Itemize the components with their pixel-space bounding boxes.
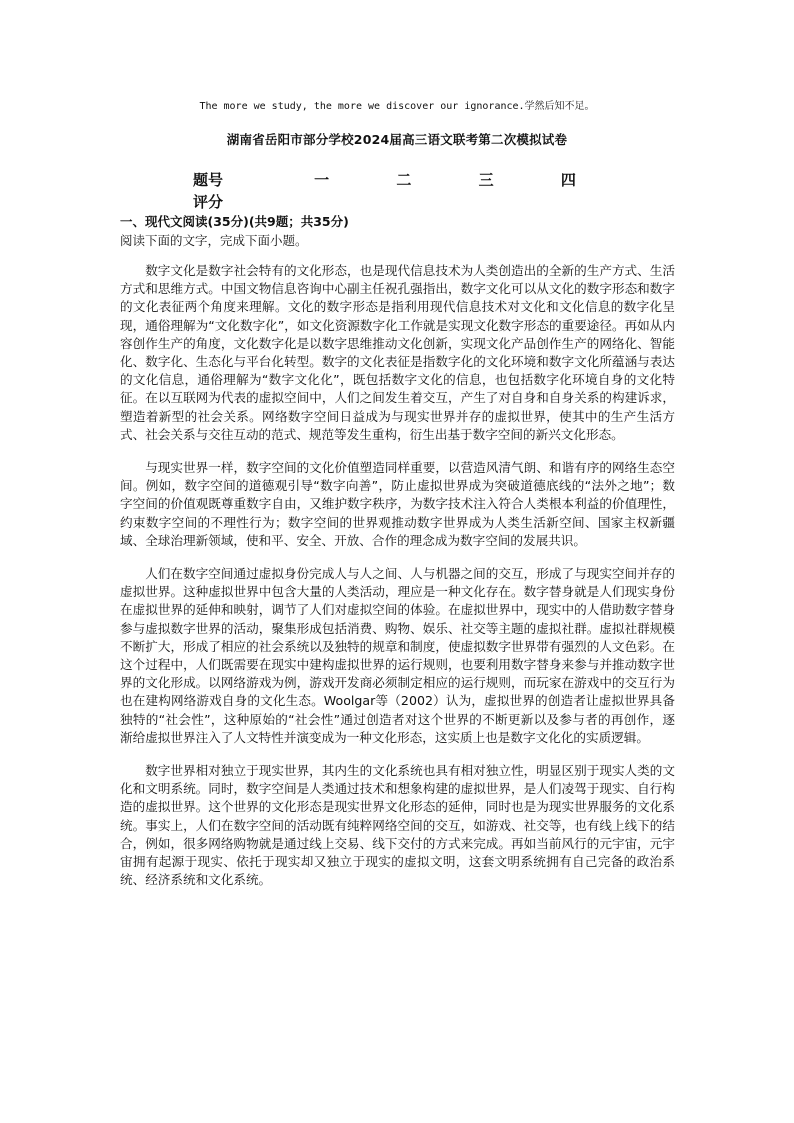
score-table-score-row — [193, 190, 643, 212]
column-2: 二 — [396, 170, 412, 189]
score-table — [193, 168, 643, 212]
article-paragraph: 与现实世界一样，数字空间的文化价值塑造同样重要，以营造风清气朗、和谐有序的网络生态空间。例如，数字空间的道德观引导“数字向善”，防止虚拟世界成为突破道德底线的“法外之地”；数字空间的价值观既尊重数字自由，又维护数字秩序，为数字技术注入符合人类根本利益的价值理性，约束数字空间的不理性行为；数字空间的世界观推动数字世界成为人类生活新空间、国家主权新疆域、全球治理新领域，使和平、安全、开放、合作的理念成为数字空间的发展共识。 — [120, 460, 675, 548]
column-4: 四 — [560, 170, 576, 189]
reading-instruction: 阅读下面的文字，完成下面小题。 — [120, 233, 308, 248]
article-paragraph: 数字世界相对独立于现实世界，其内生的文化系统也具有相对独立性，明显区别于现实人类的文化和文明系统。同时，数字空间是人类通过技术和想象构建的虚拟世界，是人们凌驾于现实、自行构造的虚拟世界。这个世界的文化形态是现实世界文化形态的延伸，同时也是为现实世界服务的文化系统。事实上，人们在数字空间的活动既有纯粹网络空间的交互，如游戏、社交等，也有线上线下的结合，例如，很多网络购物就是通过线上交易、线下交付的方式来完成。再如当前风行的元宇宙，元宇宙拥有起源于现实、依托于现实却又独立于现实的虚拟文明，这套文明系统拥有自己完备的政治系统、经济系统和文化系统。 — [120, 763, 675, 888]
column-1: 一 — [314, 170, 330, 189]
exam-title: 湖南省岳阳市部分学校2024届高三语文联考第二次模拟试卷 — [226, 132, 568, 147]
article-paragraph: 数字文化是数字社会特有的文化形态，也是现代信息技术为人类创造出的全新的生产方式、生活方式和思维方式。中国文物信息咨询中心副主任祝孔强指出，数字文化可以从文化的数字形态和数字的文化表征两个角度来理解。文化的数字形态是指利用现代信息技术对文化和文化信息的数字化呈现，通俗理解为“文化数字化”，如文化资源数字化工作就是实现文化数字形态的重要途径。再如从内容创作生产的角度，文化数字化是以数字思维推动文化创新，实现文化产品创作生产的网络化、智能化、数字化、生态化与平台化转型。数字的文化表征是指数字化的文化环境和数字文化所蕴涵与表达的文化信息，通俗理解为“数字文化化”，既包括数字文化的信息，也包括数字化环境自身的文化特征。在以互联网为代表的虚拟空间中，人们之间发生着交互，产生了对自身和自身关系的构建诉求，塑造着新型的社会关系。网络数字空间日益成为与现实世界并存的虚拟世界，使其中的生产生活方式、社会关系与交往互动的范式、规范等发生重构，衍生出基于数字空间的新兴文化形态。 — [120, 263, 675, 442]
question-number-label: 题号 — [193, 170, 224, 189]
section-heading: 一、现代文阅读(35分)(共9题；共35分) — [120, 214, 349, 229]
article-paragraph: 人们在数字空间通过虚拟身份完成人与人之间、人与机器之间的交互，形成了与现实空间并存的虚拟世界。这种虚拟世界中包含大量的人类活动，理应是一种文化存在。数字替身就是人们现实身份在虚拟世界的延伸和映射，调节了人们对虚拟空间的体验。在虚拟世界中，现实中的人借助数字替身参与虚拟数字世界的活动，聚集形成包括消费、购物、娱乐、社交等主题的虚拟社群。虚拟社群规模不断扩大，形成了相应的社会系统以及独特的规章和制度，使虚拟数字世界带有强烈的人文色彩。在这个过程中，人们既需要在现实中建构虚拟世界的运行规则，也要利用数字替身来参与并推动数字世界的文化形成。以网络游戏为例，游戏开发商必须制定相应的运行规则，而玩家在游戏中的交互行为也在建构网络游戏自身的文化生态。Woolgar等（2002）认为，虚拟世界的创造者让虚拟世界具备独特的“社会性”，这种原始的“社会性”通过创造者对这个世界的不断更新以及参与者的再创作，逐渐给虚拟世界注入了人文特性并演变成为一种文化形态，这实质上也是数字文化化的实质逻辑。 — [120, 566, 675, 745]
score-label: 评分 — [193, 192, 224, 211]
column-3: 三 — [478, 170, 494, 189]
score-table-header-row — [193, 168, 643, 190]
header-motto: The more we study, the more we discover our ignorance.学然后知不足。 — [199, 101, 595, 112]
article-body — [120, 262, 675, 905]
